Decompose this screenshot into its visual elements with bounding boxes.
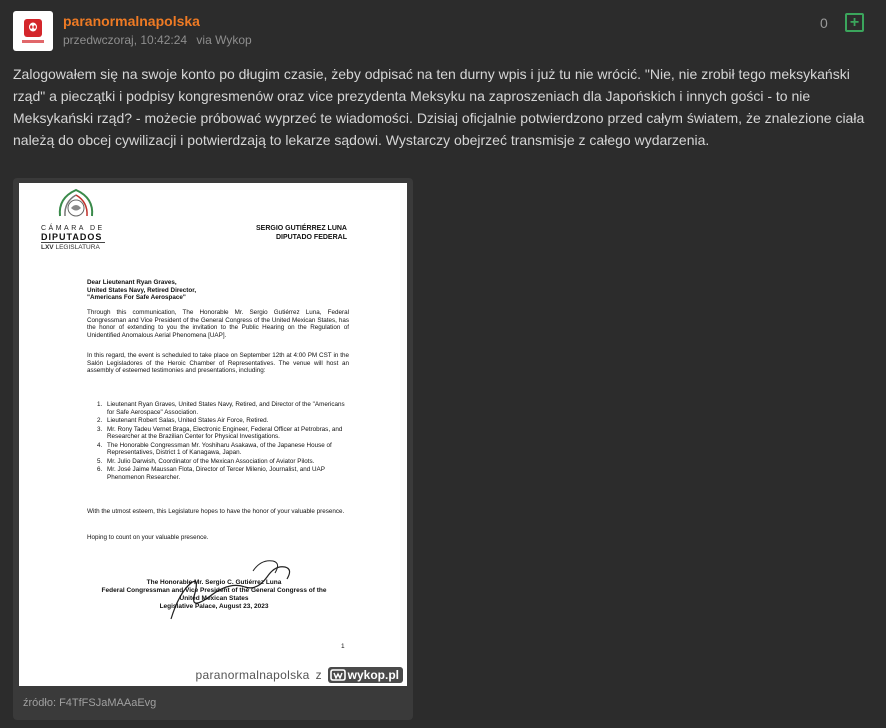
sender-title: DIPUTADO FEDERAL — [275, 234, 347, 241]
avatar-caption-icon — [22, 40, 44, 43]
alien-icon — [24, 19, 42, 37]
page-number: 1 — [341, 643, 345, 650]
document-letter — [19, 183, 407, 686]
image-source[interactable]: źródło: F4TfFSJaMAAaEvg — [23, 697, 157, 709]
letter-paragraph: With the utmost esteem, this Legislature hopes to have the honor of your valuable presence. — [87, 508, 345, 515]
post-body: Zalogowałem się na swoje konto po długim czasie, żeby odpisać na ten durny wpis i już tu nie wrócić. "Nie, nie zrobił tego meksykański rząd" a pieczątki i podpisy kongresmenów oraz vice prezydenta Meksyku na zaproszeniach dla Japońskich i innych gości - to nie Meksykański rząd? - możecie próbować wyprzeć te wiadomości. Dzisiaj oficjalnie potwierdzono przed całym światem, że znalezione ciała należą do obcej cywilizacji i potwierdzają to lekarze sądowi. Wystarczy obejrzeć transmisje z całego wydarzenia. — [13, 66, 865, 148]
sender-name: SERGIO GUTIÉRREZ LUNA — [255, 225, 347, 232]
list-item — [97, 466, 349, 481]
list-item-number: 2. — [97, 417, 103, 424]
letter-paragraph: Hoping to count on your valuable presence. — [87, 534, 209, 541]
letter-paragraph: In this regard, the event is scheduled to take place on September 12th at 4:00 PM CST in the Salón Legisladores of the Heroic Chamber of Representatives. The venue will host an assembly of esteemed testimonies and presentations, including: — [87, 352, 349, 374]
divider — [41, 242, 105, 243]
address-line: United States Navy, Retired Director, — [87, 286, 197, 294]
post-time[interactable]: przedwczoraj, 10:42:24 — [63, 33, 188, 47]
watermark-brand: wykop.pl — [347, 668, 399, 682]
list-item-number: 1. — [97, 401, 103, 408]
address-line: "Americans For Safe Aerospace" — [87, 294, 186, 301]
address-line: Dear Lieutenant Ryan Graves, — [87, 279, 177, 286]
post-meta — [63, 33, 252, 47]
legislature-number: LXV — [41, 244, 54, 251]
list-item-number: 4. — [97, 441, 103, 449]
vote-count: 0 — [820, 15, 828, 31]
speaker-list — [97, 401, 349, 482]
list-item-number: 3. — [97, 425, 103, 433]
list-item — [97, 426, 349, 441]
list-item — [97, 442, 349, 457]
username-link[interactable]: paranormalnapolska — [63, 13, 200, 29]
list-item — [97, 417, 349, 425]
wykop-logo-icon — [330, 668, 346, 682]
list-item-number: 6. — [97, 466, 103, 473]
watermark-separator: z — [315, 668, 322, 682]
letter-address — [87, 279, 196, 302]
watermark-username: paranormalnapolska — [195, 668, 310, 682]
list-item-text: Lieutenant Ryan Graves, United States Navy, Retired, and Director of the "Americans for Safe Aerospace" Association. — [107, 401, 345, 416]
list-item-text: The Honorable Congressman Mr. Yoshiharu Asakawa, of the Japanese House of Representatives, District 1 of Kanagawa, Japan. — [107, 441, 332, 456]
closing-line: Federal Congressman and Vice President of the General Congress of the — [101, 587, 327, 594]
avatar[interactable] — [13, 11, 53, 51]
list-item-number: 5. — [97, 457, 103, 465]
chamber-name: DIPUTADOS — [41, 232, 103, 242]
list-item-text: Mr. Rony Tadeu Vernet Braga, Electronic Engineer, Federal Officer at Petrobras, and Researcher at the Brazilian Center for Physical Investigations. — [107, 425, 343, 440]
closing-line: Legislative Palace, August 23, 2023 — [159, 603, 269, 610]
wykop-logo — [328, 667, 403, 683]
list-item — [97, 458, 349, 466]
letter-closing — [59, 579, 369, 611]
closing-line: The Honorable Mr. Sergio C. Gutiérrez Luna — [146, 579, 282, 586]
upvote-button[interactable]: + — [845, 13, 864, 32]
list-item-text: Mr. José Jaime Maussan Flota, Director of Tercer Milenio, Journalist, and UAP Phenomenon Researcher. — [107, 466, 325, 481]
letter-paragraph: Through this communication, The Honorable Mr. Sergio Gutiérrez Luna, Federal Congressman and Vice President of the General Congress of the United Mexican States, has the honor of extending to you the invitation to the Public Hearing on the Regulation of Unidentified Anomalous Aerial Phenomena [UAP]. — [87, 309, 349, 339]
legislature-text: LEGISLATURA — [55, 244, 100, 251]
list-item — [97, 401, 349, 416]
closing-line: United Mexican States — [179, 595, 249, 602]
post-via: via Wykop — [196, 33, 252, 47]
embedded-image[interactable] — [19, 183, 407, 686]
image-watermark — [196, 667, 403, 683]
image-embed — [13, 178, 413, 720]
legislature-label — [41, 244, 100, 251]
chamber-seal-icon — [56, 186, 96, 224]
chamber-label: CÁMARA DE — [41, 225, 105, 232]
list-item-text: Lieutenant Robert Salas, United States Air Force, Retired. — [107, 417, 269, 424]
list-item-text: Mr. Julio Darwish, Coordinator of the Mexican Association of Aviator Pilots. — [107, 457, 315, 465]
